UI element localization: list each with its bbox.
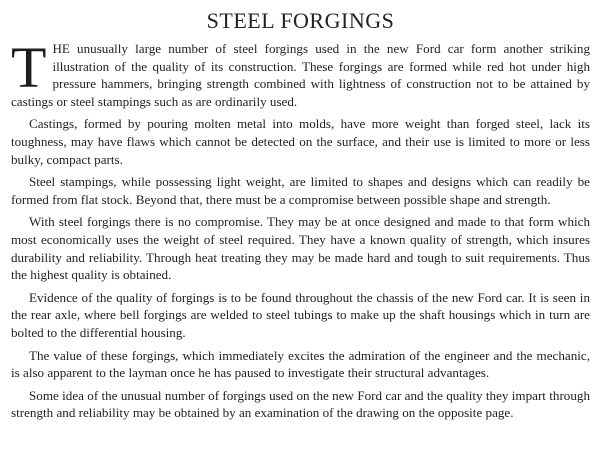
page-title: STEEL FORGINGS — [206, 8, 395, 33]
paragraph-3: Steel stampings, while possessing light weight, are limited to shapes and designs which can readily be formed from flat stock. Beyond that, there must be a compromise between possible shape and strength. — [11, 174, 590, 207]
paragraph-1-text: HE unusually large number of steel forgings used in the new Ford car form another striking illustration of the quality of its construction. These forgings are formed while red hot under high pressure hammers, bringing strength combined with lightness of construction not to be attained by castings or steel stampings such as are ordinarily used. — [11, 41, 590, 109]
body-text — [11, 35, 590, 422]
paragraph-2: Castings, formed by pouring molten metal into molds, have more weight than forged steel, lack its toughness, may have flaws which cannot be detected on the surface, and their use is limited to more or less bulky, compact parts. — [11, 116, 590, 167]
paragraph-5: Evidence of the quality of forgings is to be found throughout the chassis of the new Ford car. It is seen in the rear axle, where bell forgings are welded to steel tubings to make up the shaft housings which in turn are bolted to the differential housing. — [11, 289, 590, 340]
paragraph-1 — [11, 35, 590, 110]
drop-cap: T — [11, 35, 47, 100]
paragraph-7: Some idea of the unusual number of forgings used on the new Ford car and the quality they impart through strength and reliability may be obtained by an examination of the drawing on the opposite page. — [11, 387, 590, 421]
paragraph-6: The value of these forgings, which immediately excites the admiration of the engineer and the mechanic, is also apparent to the layman once he has paused to investigate their structural advantages. — [11, 347, 590, 381]
paragraph-4: With steel forgings there is no compromise. They may be at once designed and made to that form which most economically uses the weight of steel required. They have a known quality of strength, which insures durability and reliability. Through heat treating they may be made hard and tough to suit requirements. Thus the highest quality is obtained. — [11, 214, 590, 283]
